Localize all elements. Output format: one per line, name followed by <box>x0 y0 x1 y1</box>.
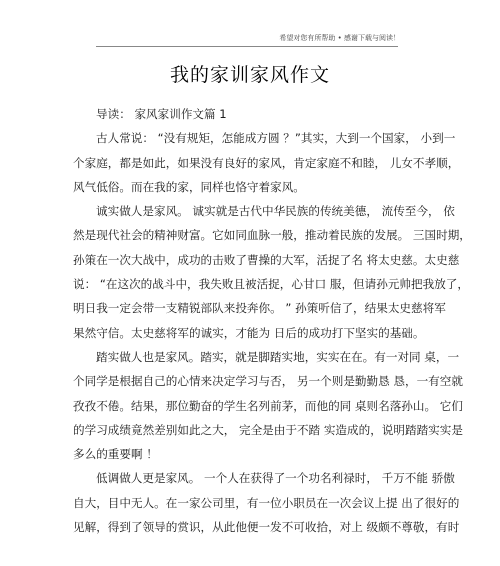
body-line: 踏实做人也是家风。踏实，就是脚踏实地，实实在在。有一对同 桌，一 <box>96 349 460 364</box>
body-line: 孙策在一次大战中，成功的击败了曹操的大军，活捉了名 将太史慈。太史慈 <box>73 252 460 267</box>
document-body <box>73 102 471 539</box>
header-divider <box>96 46 398 47</box>
body-line: 古人常说： “没有规矩，怎能成方圆 ？”其实，大到一个国家， 小到一 <box>96 131 456 146</box>
body-line: 果然守信。太史慈将军的诚实，才能为 日后的成功打下坚实的基础。 <box>73 325 425 340</box>
body-line: 诚实做人是家风。 诚实就是古代中华民族的传统美德， 流传至今， 依 <box>96 204 455 219</box>
body-line: 风气低俗。而在我的家，同样也恪守着家风。 <box>73 179 305 194</box>
body-line: 个同学是根据自己的心情来决定学习与否， 另一个则是勤勤恳 恳，一有空就 <box>73 374 463 389</box>
body-line: 见解，得到了领导的赏识，从此他便一发不可收拾，对上 级颇不尊敬，有时 <box>73 520 460 535</box>
body-line: 自大，目中无人。在一家公司里，有一位小职员在一次会议上提 出了很好的 <box>73 495 460 510</box>
document-intro: 导读： 家风家训作文篇 1 <box>96 107 227 121</box>
body-line: 明日我一定会带一支精锐部队来投奔你。 ” 孙策听信了，结果太史慈将军 <box>73 301 446 316</box>
body-line: 低调做人更是家风。 一个人在获得了一个功名利禄时， 千万不能 骄傲 <box>96 471 455 486</box>
body-line: 说： “在这次的战斗中，我失败且被活捉，心甘口 服，但请孙元帅把我放了， <box>73 277 469 292</box>
body-line: 孜孜不倦。结果，那位勤奋的学生名列前茅，而他的同 桌则名落孙山。 它们 <box>73 398 463 413</box>
document-title: 我的家训家风作文 <box>169 64 330 86</box>
header-note: 希望对您有所帮助 • 感谢下载与阅读！ <box>279 34 400 42</box>
body-line: 的学习成绩竟然差别如此之大， 完全是由于不踏 实造成的，说明踏踏实实是 <box>73 422 463 437</box>
body-line: 然是现代社会的精神财富。它如同血脉一般，推动着民族的发展。 三国时期， <box>73 228 471 243</box>
body-line: 个家庭，都是如此，如果没有良好的家风，肯定家庭不和睦， 儿女不孝顺， <box>73 155 460 170</box>
body-line: 多么的重要啊 ！ <box>73 447 158 462</box>
